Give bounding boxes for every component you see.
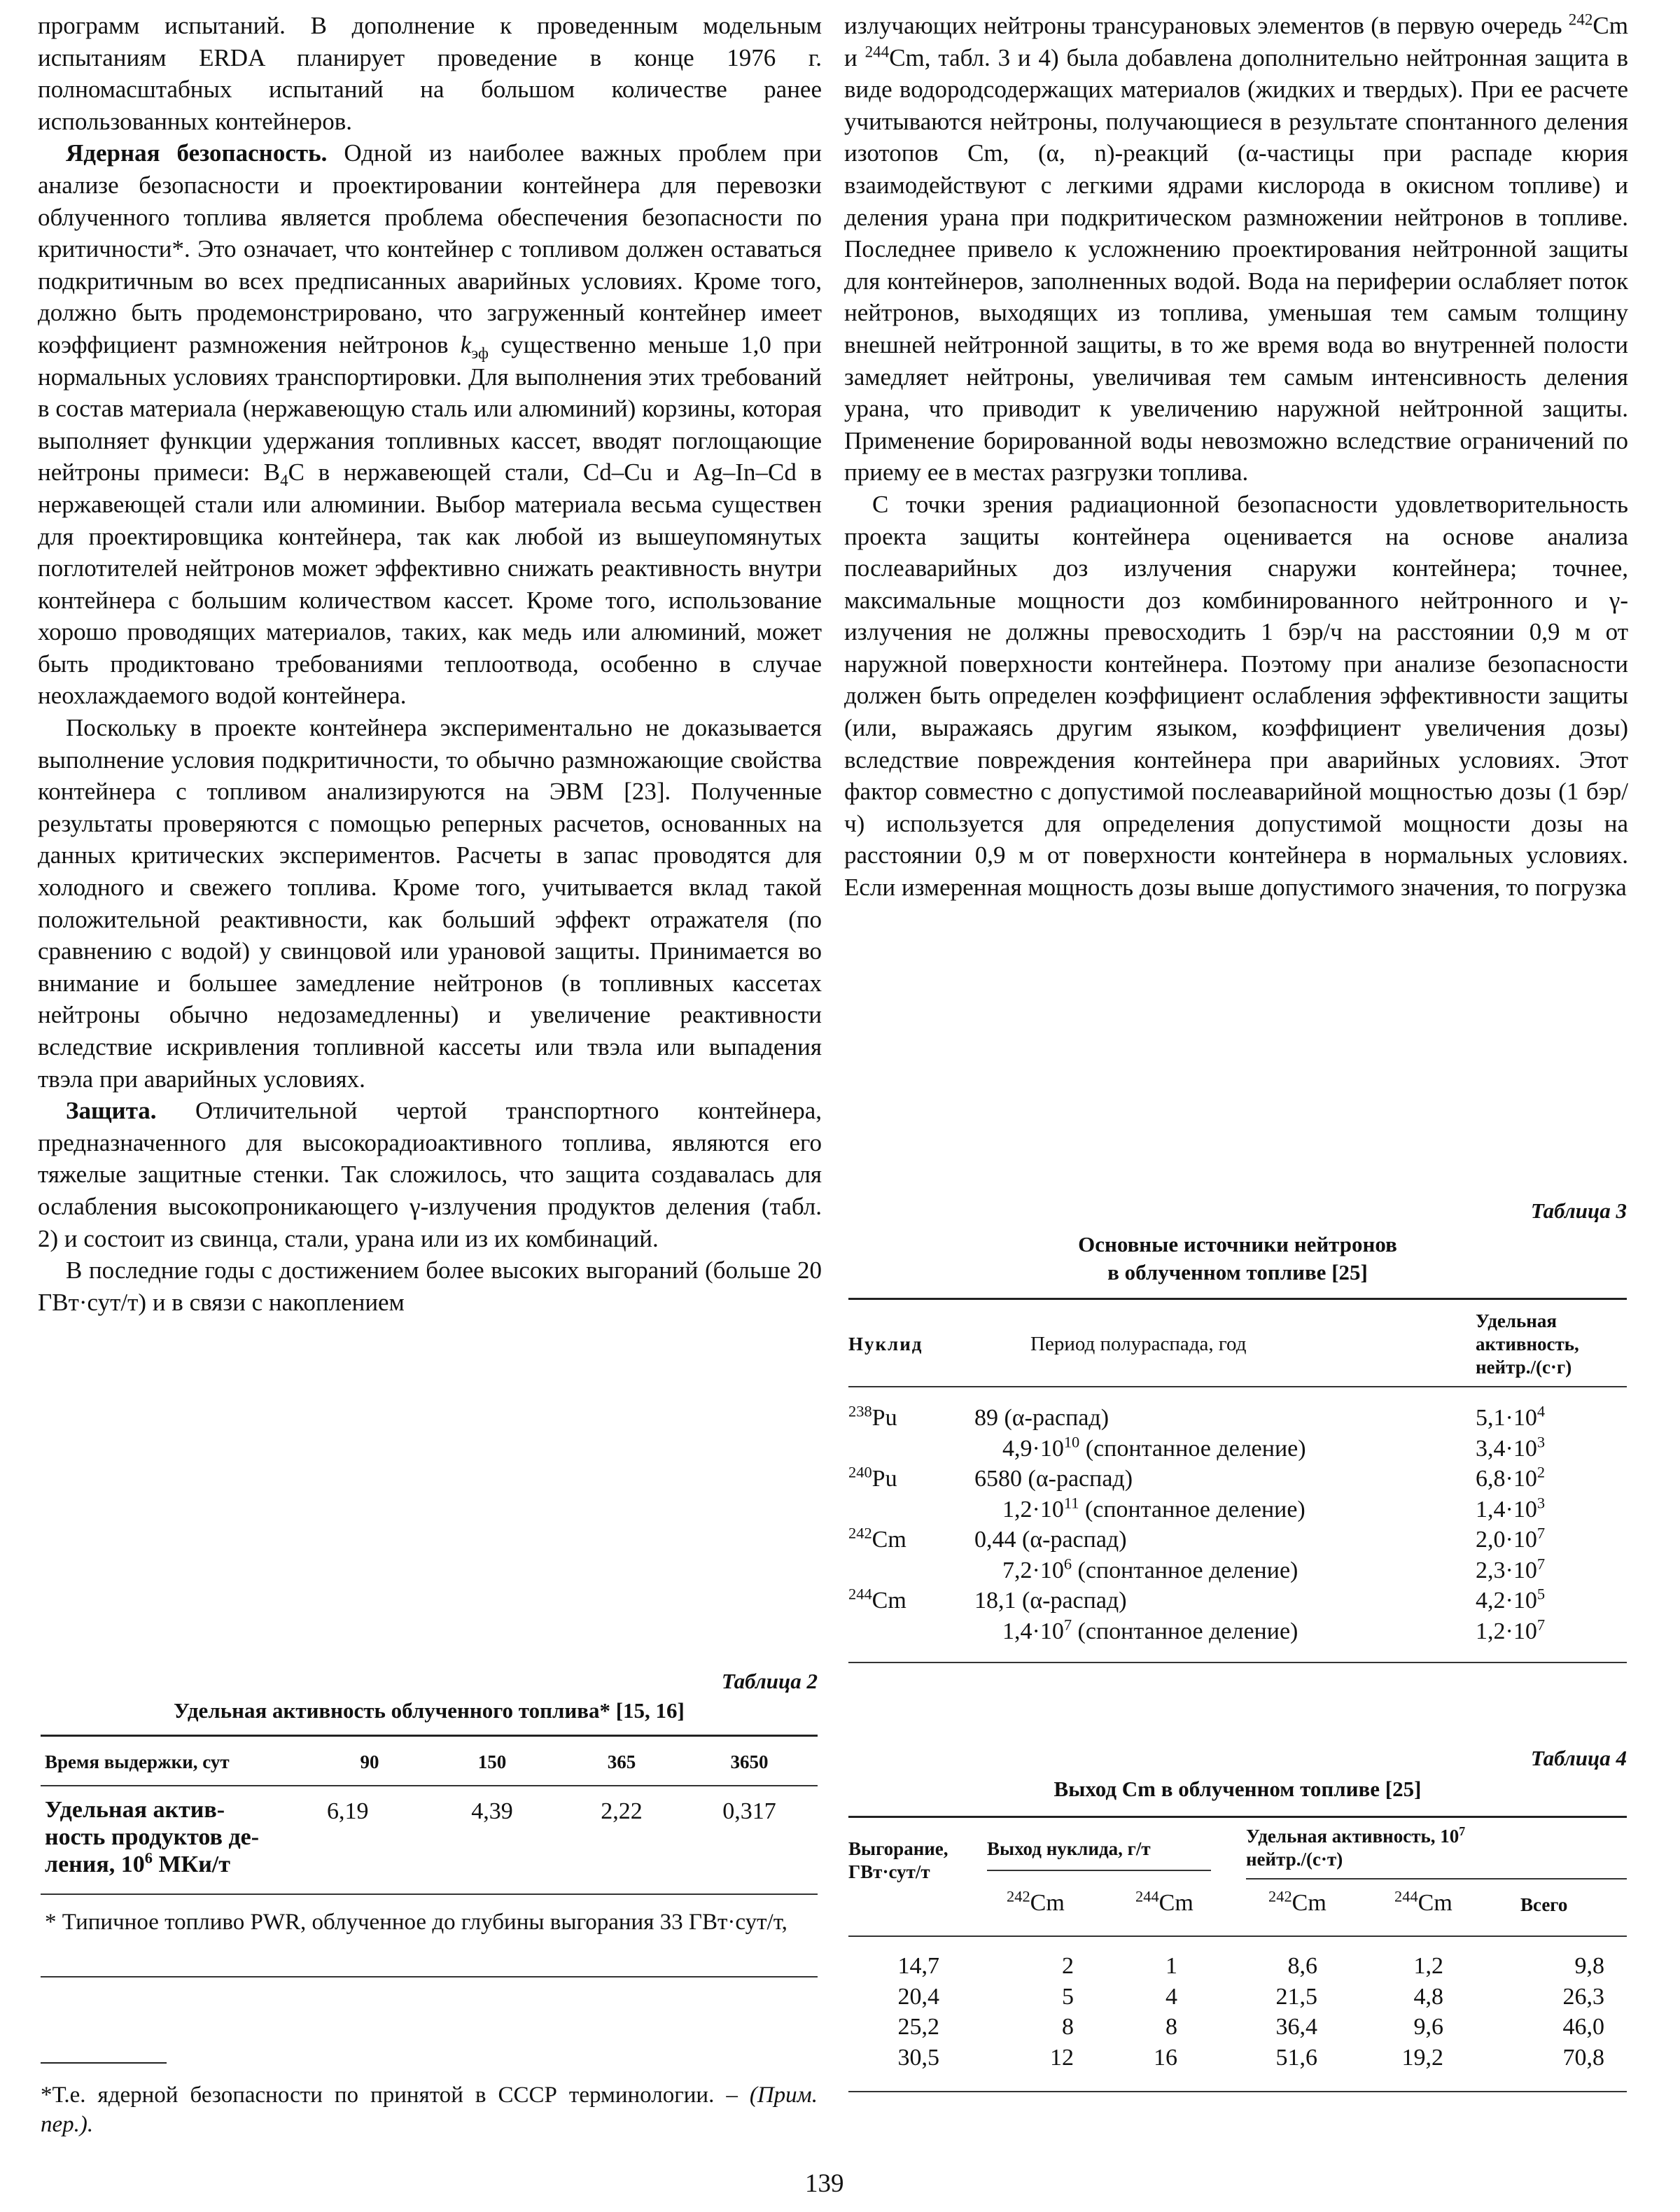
table-cell: 2,22 [601,1798,643,1824]
column-header: Время выдержки, сут [45,1751,230,1772]
table-row [848,1494,1627,1525]
section-heading: Ядерная безопасность. [66,139,328,167]
table-3 [848,1198,1627,1663]
footnote-rule [41,2062,167,2064]
table-cell: 6,19 [327,1798,369,1824]
table-header-row [41,1737,818,1785]
table-label: Таблица 3 [1530,1198,1627,1223]
column-header: Период полураспада, год [1030,1333,1247,1355]
column-header: 150 [477,1751,507,1772]
table-row [848,1525,1627,1555]
nuclide: $^{242}$Cm [848,1524,906,1553]
paragraph: излучающих нейтроны трансурановых элементов (в первую очередь $^{242}$Cm и $^{244}$Cm, табл. 3 и 4) была добавлена дополнительно нейтронная защита в виде водородсодержащих материалов (жидких и твердых). При ее расчете учитываются нейтроны, получающиеся в результате спонтанного деления изотопов Cm, (α, n)-реакций (α-частицы при распаде кюрия взаимодействуют с легкими ядрами кислорода в окисном топливе) и деления урана при подкритическом размножении нейтронов в топливе. Последнее привело к усложнению проектирования нейтронной защиты для контейнеров, заполненных водой. Вода на периферии ослабляет поток нейтронов, выходящих из топлива, уменьшая тем самым толщину внешней нейтронной защиты, в то же время вода во внутренней полости замедляет нейтроны, увеличивая тем самым интенсивность деления урана, что приводит к увеличению наружной нейтронной защиты. Применение борированной воды невозможно вследствие ограничений по приему ее в местах разгрузки топлива. [844,10,1629,486]
activity: $3,4\cdot 10^3$ [1476,1433,1546,1462]
table-title: Основные источники нейтронов в облученном топливе [25] [1078,1232,1397,1284]
activity: $6,8\cdot 10^2$ [1476,1463,1546,1492]
table-row: 25,2 8 8 36,4 9,6 46,0 [897,2014,1604,2040]
column-header-yield: Выход нуклида, г/т [987,1838,1151,1859]
table-2 [41,1669,818,1977]
table-cell: 0,317 [722,1798,776,1824]
activity: $1,4\cdot 10^3$ [1476,1494,1546,1522]
table-row [848,1586,1627,1616]
nuclide: $^{244}$Cm [848,1585,906,1614]
column-header: 90 [360,1751,379,1772]
column-header: Удельная активность, нейтр./(с·г) [1476,1310,1579,1378]
table-body [848,1937,1627,2091]
activity: $4,2\cdot 10^5$ [1476,1585,1546,1614]
paragraph: программ испытаний. В дополнение к проведенным модельным испытаниям ERDA планирует проведение в конце 1976 г. полномасштабных испытаний на большом количестве ранее использованных контейнеров. [38,12,822,135]
page-footnote: *Т.е. ядерной безопасности по принятой в СССР терминологии. – (Прим. пер.). [41,2062,818,2139]
table-rule [848,1662,1627,1663]
column-header-cm242-yield: $^{242}$Cm [1007,1887,1065,1916]
nuclide: $^{240}$Pu [848,1463,897,1492]
table-row [848,1616,1627,1647]
section-heading: Защита. [66,1097,157,1125]
paragraph-nuclear-safety: Ядерная безопасность. Одной из наиболее важных проблем при анализе безопасности и проектировании контейнера для перевозки облученного топлива является проблема обеспечения безопасности по критичности*. Это означает, что контейнер с топливом должен оставаться подкритичным во всех предписанных аварийных условиях. Кроме того, должно быть продемонстрировано, что загруженный контейнер имеет коэффициент размножения нейтронов $k_{эф}$ существенно меньше 1,0 при нормальных условиях транспортировки. Для выполнения этих требований в состав материала (нержавеющую сталь или алюминий) корзины, которая выполняет функции удержания топливных кассет, вводят поглощающие нейтроны примеси: $B_4C$ в нержавеющей стали, Cd–Cu и Ag–In–Cd в нержавеющей стали или алюминии. Выбор материала весьма существен для проектировщика контейнера, так как любой из вышеупомянутых поглотителей нейтронов может эффективно снижать реактивность внутри контейнера с большим количеством кассет. Кроме того, использование хорошо проводящих материалов, таких, как медь или алюминий, может быть продиктовано требованиями теплоотвода, особенно в случае неохлаждаемого водой контейнера. [38,139,822,710]
table-title: Удельная активность облученного топлива* [15, 16] [174,1698,685,1723]
half-life: 18,1 (α-распад) [974,1588,1127,1614]
column-header: 3650 [730,1751,769,1772]
table-body [848,1387,1627,1662]
page-number: 139 [805,2169,844,2198]
paragraph-shielding: Защита. Отличительной чертой транспортного контейнера, предназначенного для высокорадиоактивного топлива, являются его тяжелые защитные стенки. Так сложилось, что защита создавалась для ослабления высокопроникающего γ-излучения продуктов деления (табл. 2) и состоит из свинца, стали, урана или из их комбинаций. [38,1097,822,1252]
nuclide [848,1494,974,1525]
activity: $2,3\cdot 10^7$ [1476,1555,1546,1583]
table-4 [848,1746,1627,2092]
row-label: Удельная актив- ность продуктов де- ления, $10^6$ МКи/т [45,1797,260,1877]
half-life: 89 (α-распад) [974,1405,1110,1431]
column-header-total: Всего [1520,1894,1568,1915]
table-row [848,1555,1627,1586]
table-label: Таблица 4 [1530,1746,1627,1770]
table-row [848,1434,1627,1464]
paragraph: Поскольку в проекте контейнера экспериментально не доказывается выполнение условия подкритичности, то обычно размножающие свойства контейнера с топливом анализируются на ЭВМ [23]. Полученные результаты проверяются с помощью реперных расчетов, основанных на данных критических экспериментов. Расчеты в запас проводятся для холодного и свежего топлива. Кроме того, учитывается вклад такой положительной реактивности, как больший эффект отражателя (по сравнению с водой) у свинцовой или урановой защиты. Принимается во внимание и большее замедление нейтронов (в топливных кассетах нейтроны обычно недозамедленны) и увеличение реактивности вследствие искривления топливной кассеты или твэла или выпадения твэла при аварийных условиях. [38,714,822,1093]
nuclide [848,1555,974,1586]
column-header-burnup: Выгорание, ГВт·сут/т [848,1838,948,1882]
half-life: $7,2\cdot 10^6$ (спонтанное деление) [1002,1555,1298,1583]
column-header-cm244-activity: $^{244}$Cm [1394,1887,1452,1916]
paragraph: В последние годы с достижением более высоких выгораний (больше 20 ГВт·сут/т) и в связи с накоплением [38,1256,822,1316]
column-header-activity: Удельная активность, $10^7$ нейтр./(с·т) [1246,1824,1466,1870]
table-header [848,1818,1627,1923]
paragraph: С точки зрения радиационной безопасности удовлетворительность проекта защиты контейнера оценивается на основе анализа послеаварийных доз излучения снаружи контейнера; точнее, максимальные мощности доз комбинированного нейтронного и γ-излучения не должны превосходить 1 бэр/ч на расстоянии 0,9 м от наружной поверхности контейнера. Поэтому при анализе безопасности должен быть определен коэффициент ослабления эффективности защиты (или, выражаясь другим языком, коэффициент увеличения дозы) вследствие повреждения контейнера при аварийных условиях. Этот фактор совместно с допустимой послеаварийной мощностью дозы (1 бэр/ч) используется для определения допустимой мощности дозы на расстоянии 0,9 м от поверхности контейнера в нормальных условиях. Если измеренная мощность дозы выше допустимого значения, то погрузка [844,490,1628,902]
table-subrule [1246,1878,1627,1879]
nuclide [848,1434,974,1464]
table-label: Таблица 2 [721,1669,818,1693]
table-row: 20,4 5 4 21,5 4,8 26,3 [897,1983,1604,2010]
table-header-row [848,1300,1627,1386]
activity: $2,0\cdot 10^7$ [1476,1524,1546,1553]
column-header-cm244-yield: $^{244}$Cm [1135,1887,1194,1916]
table-title: Выход Cm в облученном топливе [25] [1054,1777,1422,1801]
table-row [848,1464,1627,1494]
table-rule [848,2091,1627,2092]
table-cell: 4,39 [471,1798,513,1824]
table-subrule [987,1870,1211,1871]
half-life: $1,4\cdot 10^7$ (спонтанное деление) [1002,1616,1298,1644]
half-life: 6580 (α-распад) [974,1466,1133,1492]
left-column [38,10,822,1318]
half-life: $4,9\cdot 10^{10}$ (спонтанное деление) [1002,1433,1306,1462]
table-row: 14,7 2 1 8,6 1,2 9,8 [897,1953,1604,1979]
half-life: 0,44 (α-распад) [974,1527,1127,1553]
table-row [41,1786,818,1878]
nuclide: $^{238}$Pu [848,1402,897,1431]
table-rule [41,1976,818,1977]
table-footnote: * Типичное топливо PWR, облученное до глубины выгорания 33 ГВт·сут/т, [45,1910,788,1935]
column-header-cm242-activity: $^{242}$Cm [1268,1887,1326,1916]
activity: $1,2\cdot 10^7$ [1476,1616,1546,1644]
column-header: Нуклид [848,1334,923,1354]
right-column [844,10,1628,904]
activity: $5,1\cdot 10^4$ [1476,1402,1546,1431]
table-row [848,1403,1627,1434]
table-row: 30,5 12 16 51,6 19,2 70,8 [897,2044,1604,2071]
column-header: 365 [607,1751,636,1772]
half-life: $1,2\cdot 10^{11}$ (спонтанное деление) [1002,1494,1306,1522]
nuclide [848,1616,974,1647]
